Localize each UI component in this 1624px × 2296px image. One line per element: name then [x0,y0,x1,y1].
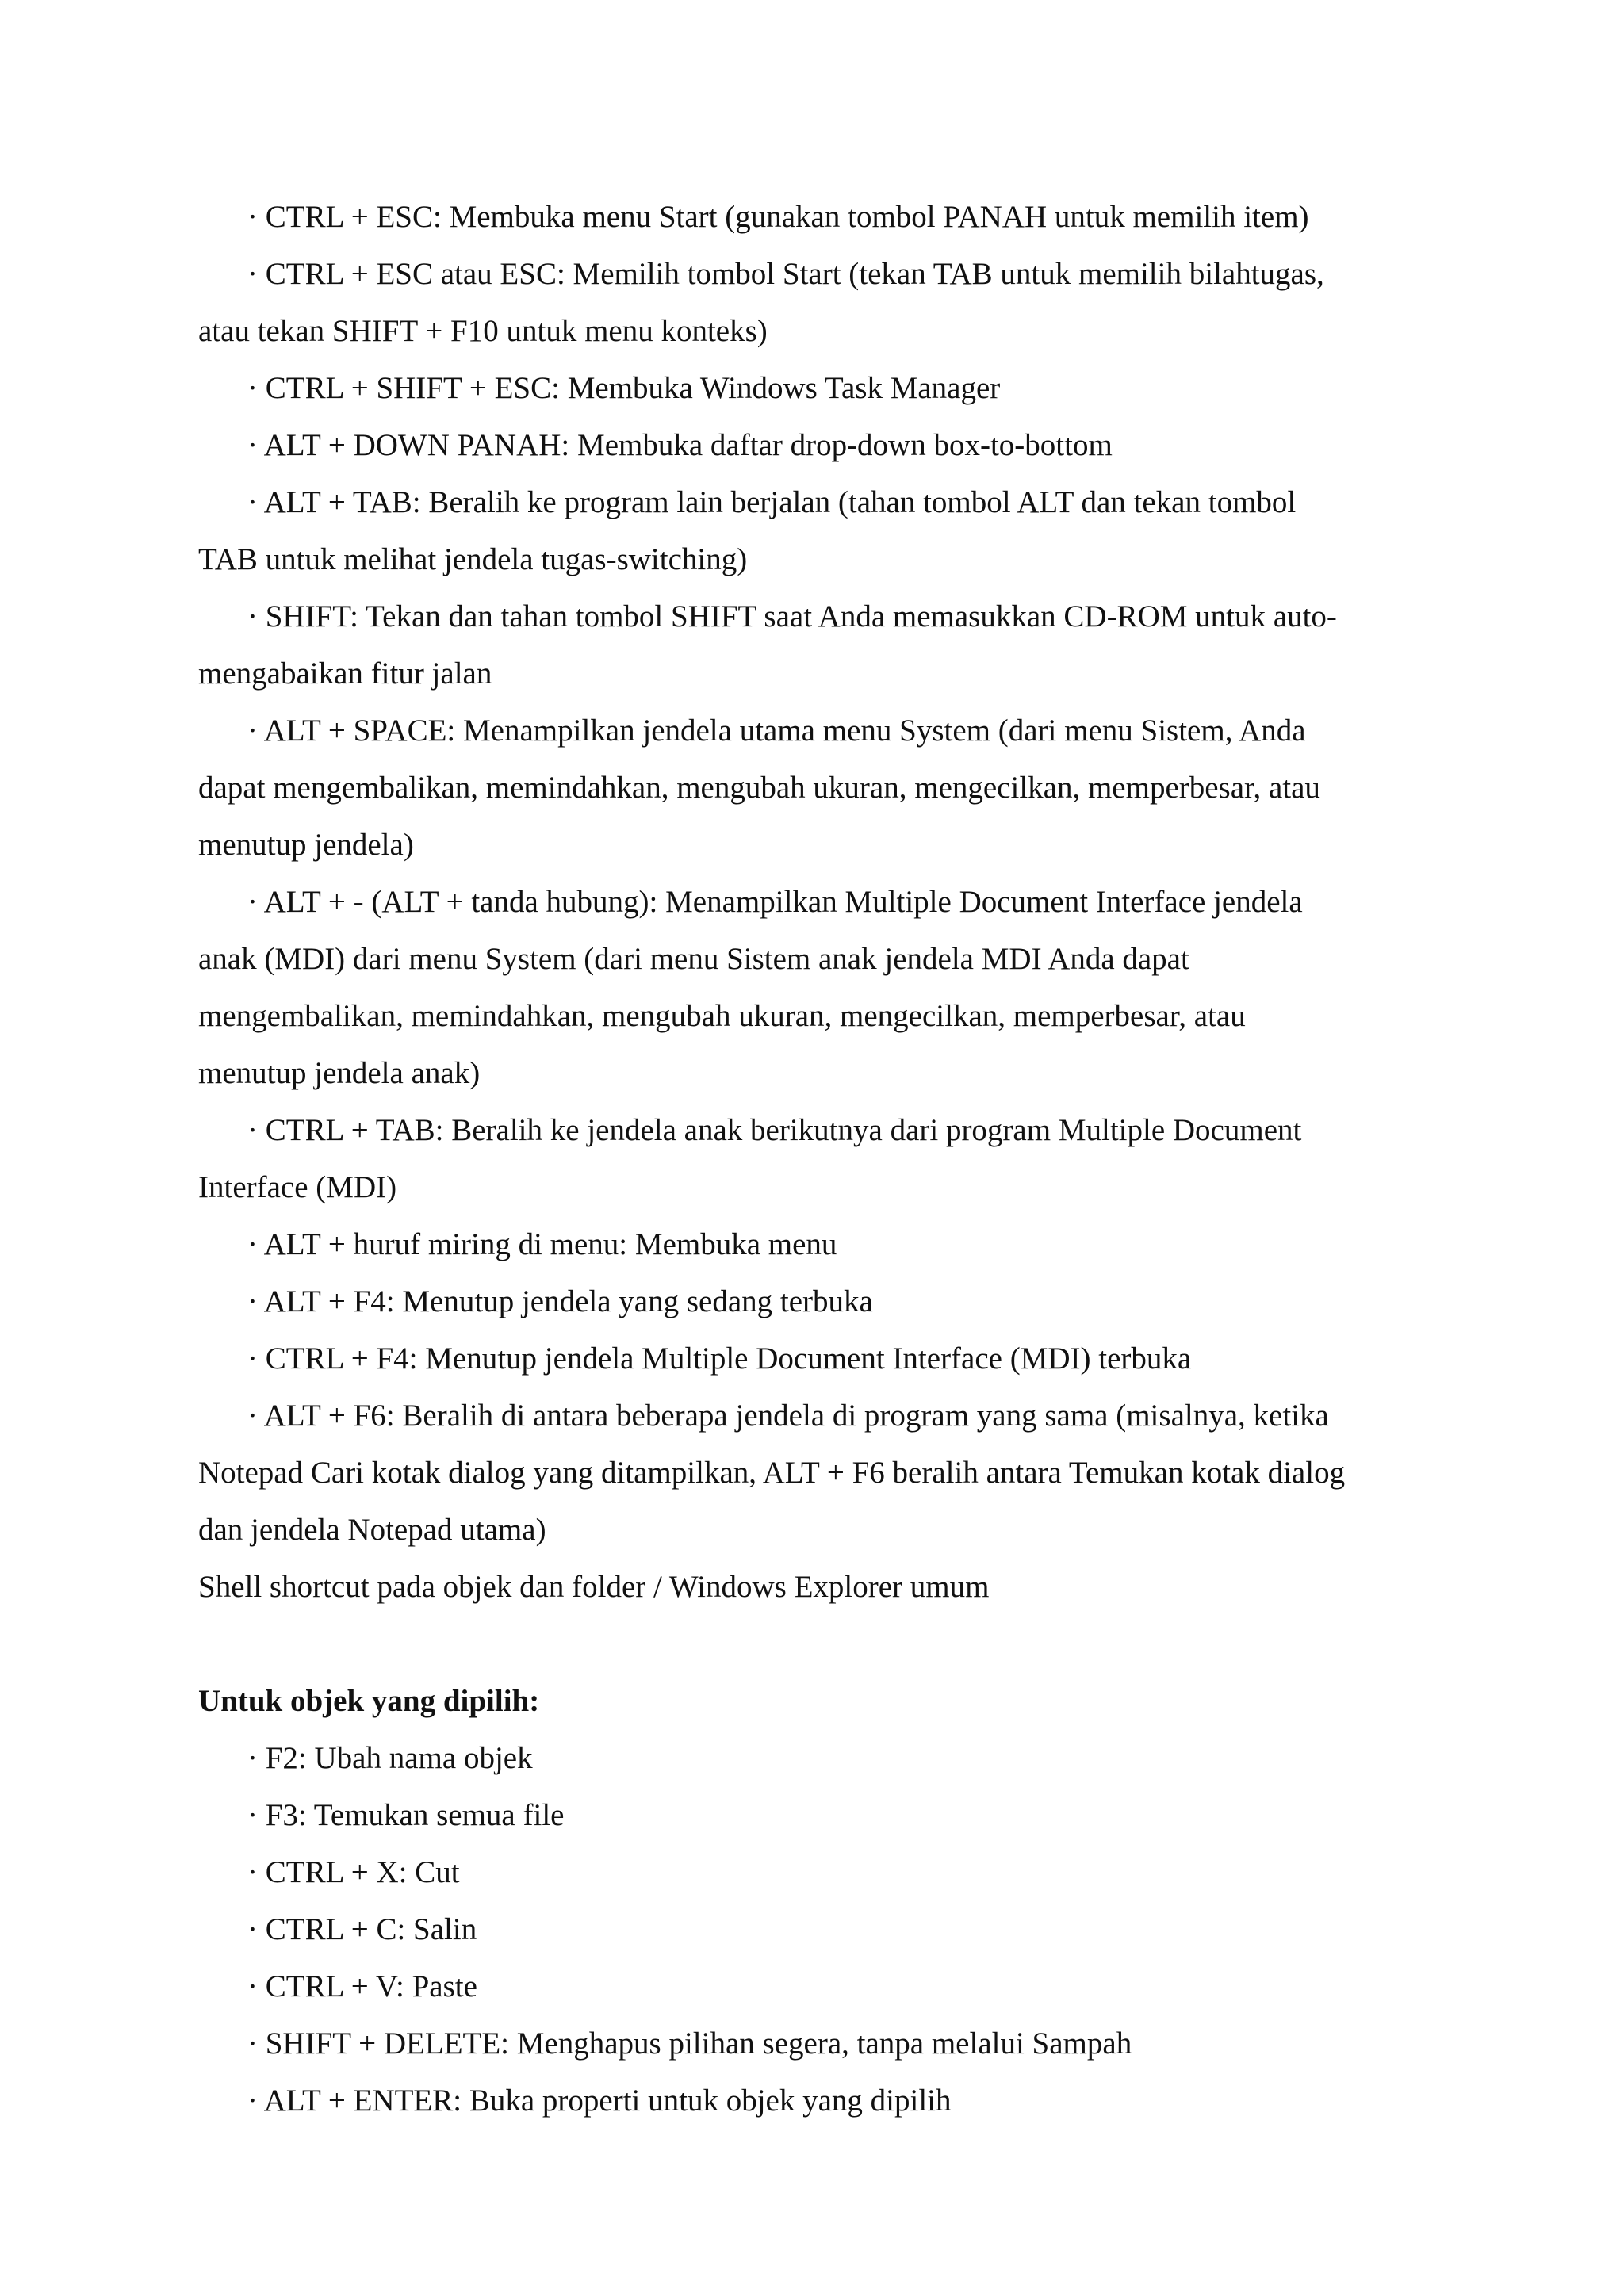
shortcut-alt-hyphen-continued-2: mengembalikan, memindahkan, mengubah ukuran, mengecilkan, memperbesar, atau [198,999,1246,1033]
shortcut-f2: · F2: Ubah nama objek [247,1741,533,1775]
shortcut-alt-f6: · ALT + F6: Beralih di antara beberapa jendela di program yang sama (misalnya, ketika [247,1399,1329,1433]
shortcut-ctrl-f4: · CTRL + F4: Menutup jendela Multiple Document Interface (MDI) terbuka [247,1341,1192,1376]
shortcut-ctrl-esc-or-esc-continued: atau tekan SHIFT + F10 untuk menu konteks) [198,314,768,348]
shortcut-ctrl-esc-or-esc: · CTRL + ESC atau ESC: Memilih tombol Start (tekan TAB untuk memilih bilahtugas, [247,257,1324,291]
shortcut-ctrl-shift-esc: · CTRL + SHIFT + ESC: Membuka Windows Task Manager [247,371,1001,405]
shortcut-ctrl-v: · CTRL + V: Paste [247,1969,477,2003]
shortcut-alt-space-continued-1: dapat mengembalikan, memindahkan, mengubah ukuran, mengecilkan, memperbesar, atau [198,771,1320,805]
shortcut-alt-hyphen-continued-1: anak (MDI) dari menu System (dari menu Sistem anak jendela MDI Anda dapat [198,942,1189,976]
shortcut-alt-f6-continued-1: Notepad Cari kotak dialog yang ditampilkan, ALT + F6 beralih antara Temukan kotak dialog [198,1456,1346,1490]
shortcut-ctrl-c: · CTRL + C: Salin [247,1912,477,1946]
shortcut-alt-hyphen: · ALT + - (ALT + tanda hubung): Menampilkan Multiple Document Interface jendela [247,885,1303,919]
shortcut-ctrl-tab-continued: Interface (MDI) [198,1170,397,1204]
shortcut-alt-tab: · ALT + TAB: Beralih ke program lain berjalan (tahan tombol ALT dan tekan tombol [247,485,1297,519]
shortcut-alt-down: · ALT + DOWN PANAH: Membuka daftar drop-down box-to-bottom [247,428,1113,462]
shortcut-shift-continued: mengabaikan fitur jalan [198,656,492,691]
subheading-selected-objects: Untuk objek yang dipilih: [198,1684,540,1718]
shortcut-alt-space: · ALT + SPACE: Menampilkan jendela utama menu System (dari menu Sistem, Anda [247,714,1306,748]
shortcut-alt-underlined-letter: · ALT + huruf miring di menu: Membuka menu [247,1227,837,1261]
shortcut-shift: · SHIFT: Tekan dan tahan tombol SHIFT saat Anda memasukkan CD-ROM untuk auto- [247,599,1337,633]
shortcut-shift-delete: · SHIFT + DELETE: Menghapus pilihan segera, tanpa melalui Sampah [247,2026,1132,2061]
shortcut-ctrl-x: · CTRL + X: Cut [247,1855,460,1889]
shortcut-alt-f4: · ALT + F4: Menutup jendela yang sedang terbuka [247,1284,873,1318]
shortcut-ctrl-esc: · CTRL + ESC: Membuka menu Start (gunakan tombol PANAH untuk memilih item) [247,200,1309,234]
shortcut-alt-f6-continued-2: dan jendela Notepad utama) [198,1513,546,1547]
section-heading-shell-shortcuts: Shell shortcut pada objek dan folder / Windows Explorer umum [198,1570,990,1604]
shortcut-ctrl-tab: · CTRL + TAB: Beralih ke jendela anak berikutnya dari program Multiple Document [247,1113,1302,1147]
shortcut-alt-tab-continued: TAB untuk melihat jendela tugas-switching) [198,542,748,576]
shortcut-alt-hyphen-continued-3: menutup jendela anak) [198,1056,481,1090]
shortcut-alt-enter: · ALT + ENTER: Buka properti untuk objek yang dipilih [247,2084,952,2118]
shortcut-f3: · F3: Temukan semua file [247,1798,565,1832]
shortcut-alt-space-continued-2: menutup jendela) [198,828,414,862]
